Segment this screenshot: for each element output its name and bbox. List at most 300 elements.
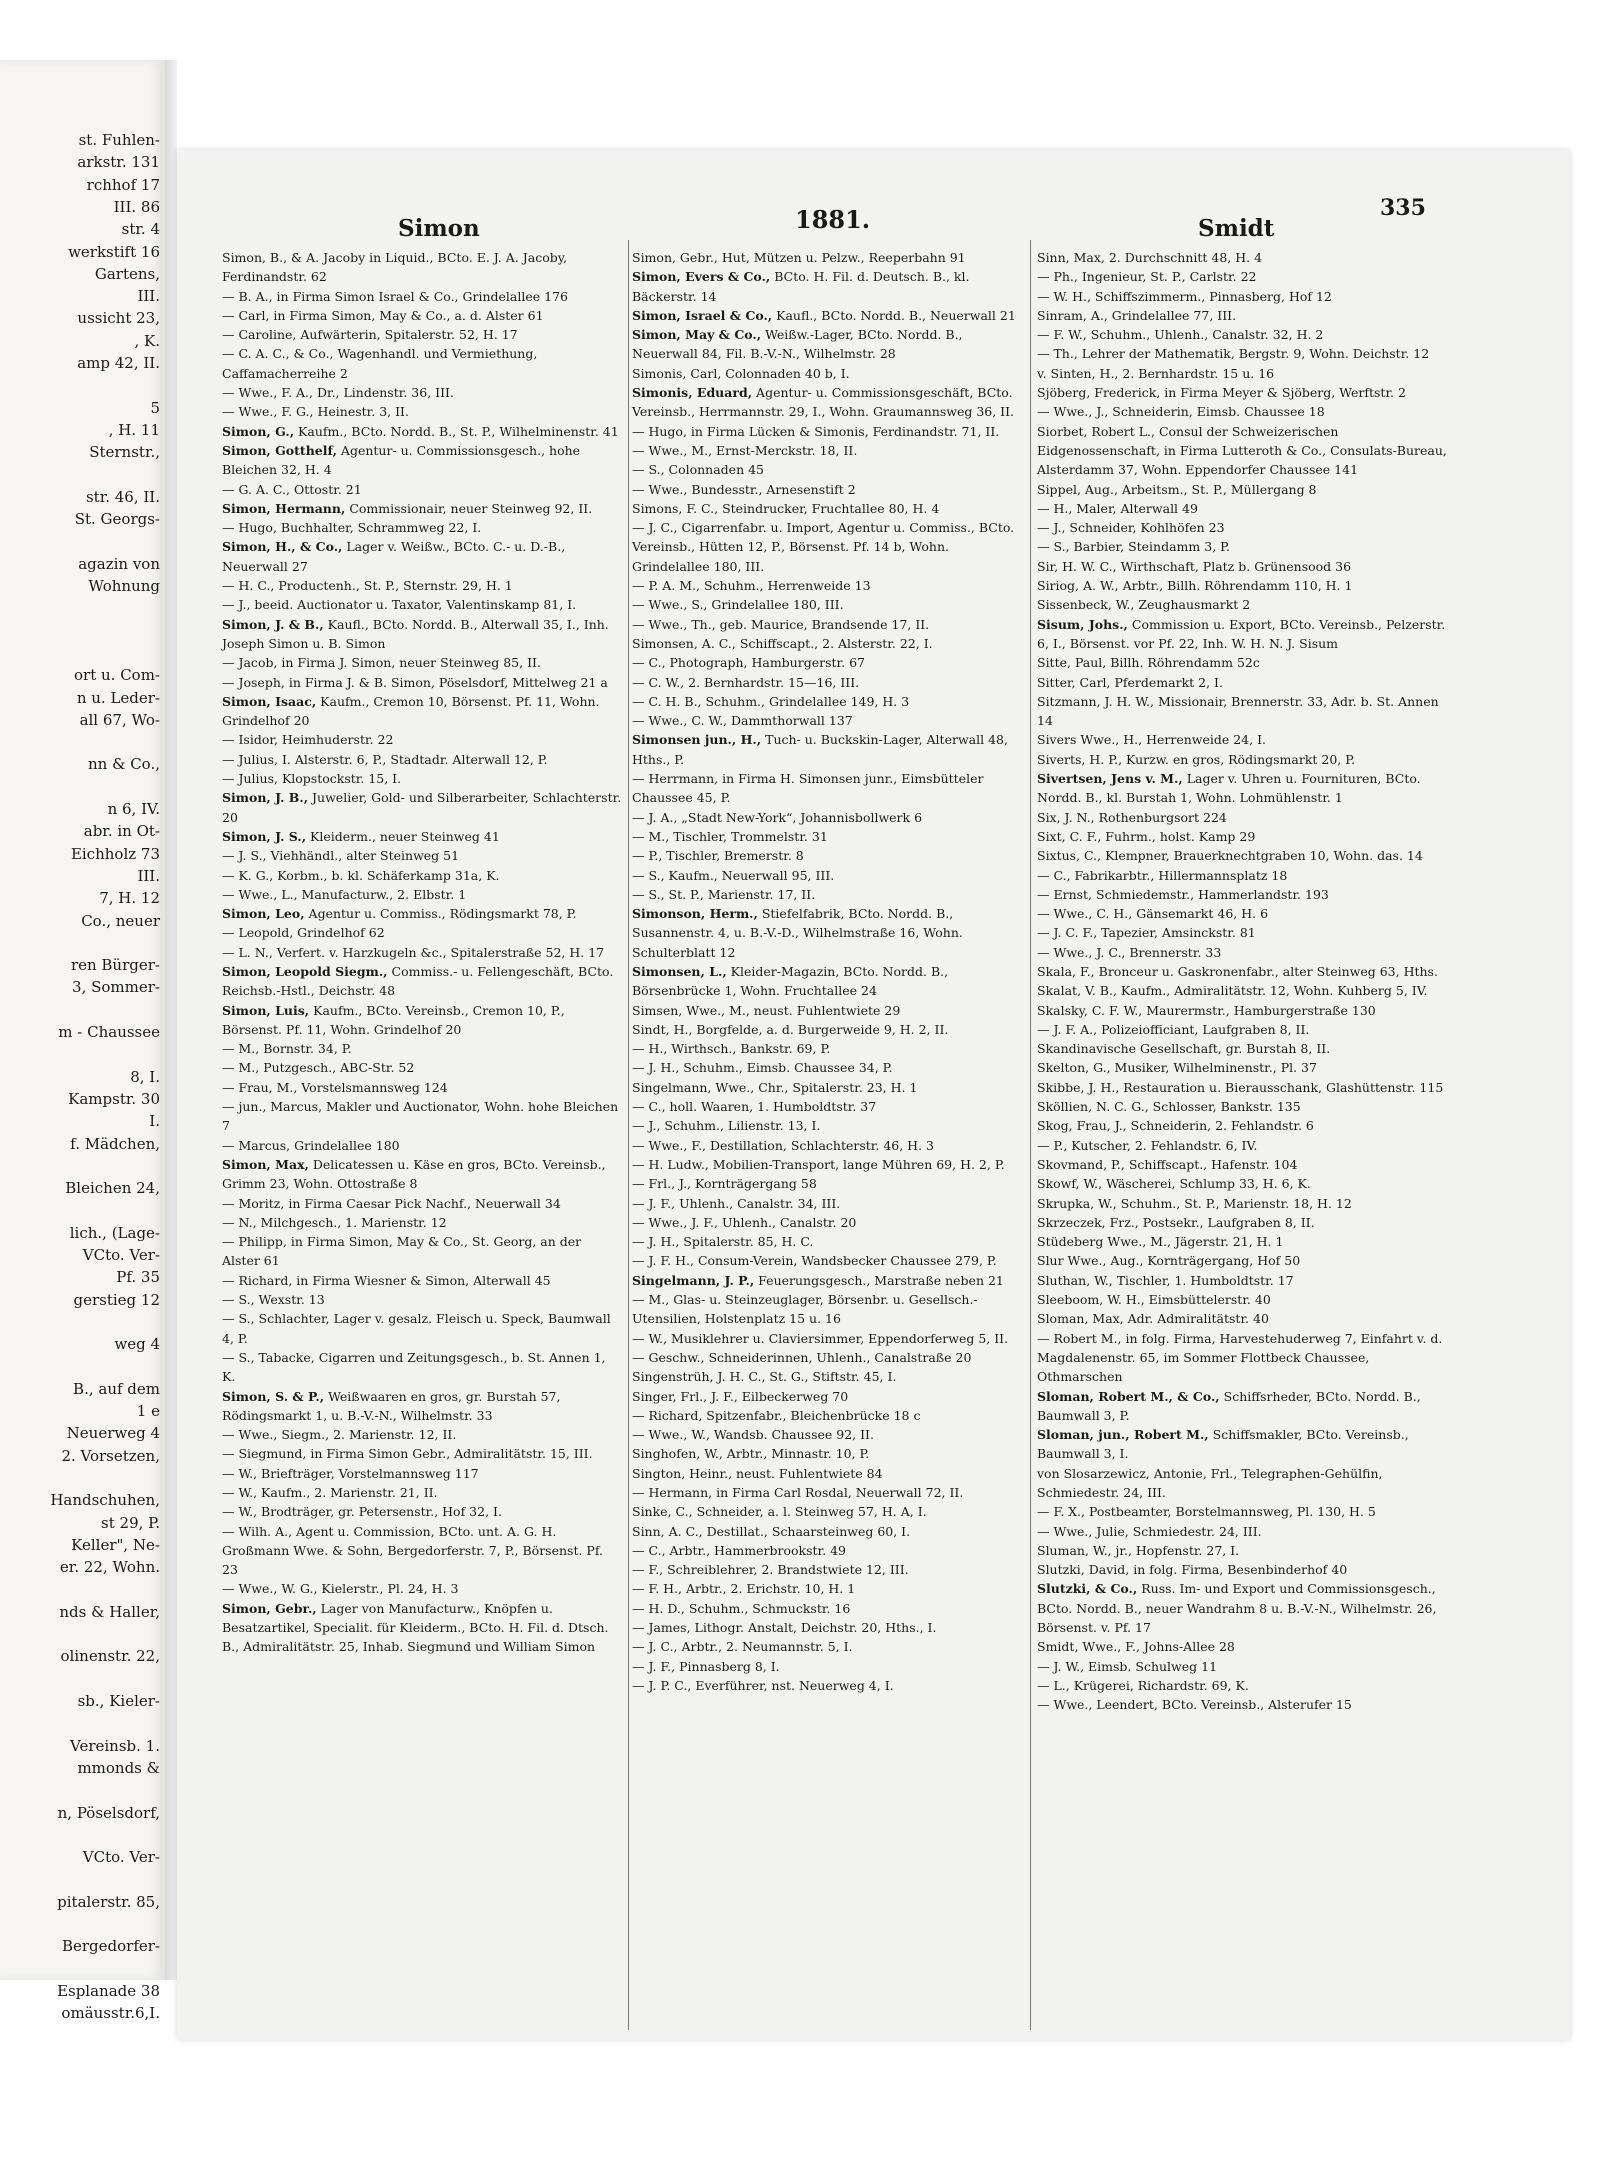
- entry-text: Sindt, H., Borgfelde, a. d. Burgerweide 9, H. 2, II.: [632, 1021, 949, 1037]
- entry-text: Kaufl., BCto. Nordd. B., Alterwall 35, I., Inh. Joseph Simon u. B. Simon: [222, 616, 609, 651]
- directory-entry: [222, 1136, 622, 1155]
- left-page-text-fragment: omäusstr.6,I.: [61, 2004, 160, 2023]
- entry-text: — S., Schlachter, Lager v. gesalz. Fleisch u. Speck, Baumwall 4, P.: [222, 1311, 611, 1346]
- directory-entry: [632, 615, 1024, 634]
- entry-text: Skog, Frau, J., Schneiderin, 2. Fehlandstr. 6: [1037, 1118, 1314, 1134]
- directory-entry: [1037, 904, 1449, 923]
- entry-firm-name: Simon, J. S.,: [222, 828, 307, 844]
- directory-entry: [1037, 750, 1449, 769]
- left-page-text-fragment: Eichholz 73: [70, 844, 160, 863]
- directory-entry: [222, 692, 622, 731]
- directory-entry: [1037, 885, 1449, 904]
- entry-text: — H., Wirthsch., Bankstr. 69, P.: [632, 1041, 831, 1057]
- left-page-text-fragment: gerstieg 12: [73, 1290, 160, 1309]
- left-page-text-fragment: all 67, Wo-: [79, 710, 160, 729]
- directory-entry: [632, 595, 1024, 614]
- entry-firm-name: Simon, Leo,: [222, 906, 305, 922]
- directory-entry: [1037, 402, 1449, 421]
- left-page-text-fragment: ussicht 23,: [77, 309, 160, 328]
- left-page-text-fragment: er. 22, Wohn.: [59, 1558, 160, 1577]
- entry-text: — W., Briefträger, Vorstelmannsweg 117: [222, 1465, 479, 1481]
- entry-text: — J. F., Pinnasberg 8, I.: [632, 1658, 780, 1674]
- left-page-text-fragment: weg 4: [114, 1335, 160, 1354]
- entry-firm-name: Sisum, Johs.,: [1037, 616, 1128, 632]
- directory-entry: [1037, 480, 1449, 499]
- entry-text: Singenstrüh, J. H. C., St. G., Stiftstr. 45, I.: [632, 1369, 897, 1385]
- directory-entry: [222, 1464, 622, 1483]
- directory-entry: [222, 904, 622, 923]
- directory-entry: [222, 1483, 622, 1502]
- entry-text: — C., Photograph, Hamburgerstr. 67: [632, 655, 865, 671]
- entry-firm-name: Simon, J. B.,: [222, 790, 309, 806]
- directory-entry: [632, 634, 1024, 653]
- directory-entry: [1037, 1695, 1449, 1714]
- entry-text: — F. H., Arbtr., 2. Erichstr. 10, H. 1: [632, 1581, 856, 1597]
- directory-entry: [1037, 1213, 1449, 1232]
- entry-text: — Wwe., S., Grindelallee 180, III.: [632, 597, 844, 613]
- directory-entry: [222, 1232, 622, 1271]
- directory-entry: [632, 904, 1024, 962]
- directory-entry: [632, 1078, 1024, 1097]
- directory-entry: [222, 1194, 622, 1213]
- entry-text: Agentur u. Commiss., Rödingsmarkt 78, P.: [304, 906, 577, 922]
- directory-entry: [1037, 1155, 1449, 1174]
- directory-column-1: [222, 248, 622, 2038]
- entry-text: Skibbe, J. H., Restauration u. Bierausschank, Glashüttenstr. 115: [1037, 1079, 1444, 1095]
- directory-entry: [1037, 325, 1449, 344]
- directory-entry: [632, 1541, 1024, 1560]
- directory-entry: [1037, 1271, 1449, 1290]
- entry-firm-name: Simonsen, L.,: [632, 963, 727, 979]
- directory-entry: [1037, 943, 1449, 962]
- entry-text: — Richard, Spitzenfabr., Bleichenbrücke 18 c: [632, 1407, 921, 1423]
- directory-entry: [222, 885, 622, 904]
- directory-entry: [222, 1522, 622, 1580]
- entry-text: — S., Colonnaden 45: [632, 462, 765, 478]
- left-page-text-fragment: 7, H. 12: [99, 889, 160, 908]
- entry-text: Tuch- u. Buckskin-Lager, Alterwall 48, Hths., P.: [632, 732, 1008, 767]
- entry-firm-name: Simon, Max,: [222, 1156, 309, 1172]
- entry-text: — H. D., Schuhm., Schmuckstr. 16: [632, 1600, 851, 1616]
- entry-text: — Carl, in Firma Simon, May & Co., a. d. Alster 61: [222, 307, 544, 323]
- entry-firm-name: Simon, Israel & Co.,: [632, 307, 773, 323]
- directory-entry: [1037, 808, 1449, 827]
- entry-text: — Hugo, Buchhalter, Schrammweg 22, I.: [222, 520, 482, 536]
- entry-firm-name: Simon, S. & P.,: [222, 1388, 325, 1404]
- directory-entry: [632, 1483, 1024, 1502]
- entry-text: Skovmand, P., Schiffscapt., Hafenstr. 104: [1037, 1156, 1298, 1172]
- directory-entry: [222, 422, 622, 441]
- left-page-text-fragment: Handschuhen,: [50, 1491, 160, 1510]
- entry-text: — P., Tischler, Bremerstr. 8: [632, 848, 804, 864]
- directory-entry: [222, 1599, 622, 1657]
- left-page-text-fragment: n 6, IV.: [107, 800, 160, 818]
- directory-entry: [632, 1097, 1024, 1116]
- directory-entry: [632, 364, 1024, 383]
- left-page-text-fragment: agazin von: [78, 554, 160, 573]
- entry-text: — Marcus, Grindelallee 180: [222, 1137, 400, 1153]
- directory-entry: [222, 1444, 622, 1463]
- entry-text: — Philipp, in Firma Simon, May & Co., St. Georg, an der Alster 61: [222, 1234, 582, 1269]
- entry-text: Skalsky, C. F. W., Maurermstr., Hamburgerstraße 130: [1037, 1002, 1376, 1018]
- directory-entry: [632, 1599, 1024, 1618]
- directory-entry: [632, 1406, 1024, 1425]
- directory-entry: [1037, 653, 1449, 672]
- entry-text: Sitter, Carl, Pferdemarkt 2, I.: [1037, 674, 1223, 690]
- entry-text: Skalat, V. B., Kaufm., Admiralitätstr. 12, Wohn. Kuhberg 5, IV.: [1037, 983, 1428, 999]
- entry-text: — W., Brodträger, gr. Petersenstr., Hof 32, I.: [222, 1504, 502, 1520]
- entry-text: — Wwe., L., Manufacturw., 2. Elbstr. 1: [222, 886, 467, 902]
- directory-entry: [632, 827, 1024, 846]
- directory-entry: [222, 1579, 622, 1598]
- directory-entry: [222, 537, 622, 576]
- entry-firm-name: Simon, Isaac,: [222, 693, 317, 709]
- entry-text: Sluthan, W., Tischler, 1. Humboldtstr. 17: [1037, 1272, 1294, 1288]
- directory-entry: [632, 673, 1024, 692]
- entry-text: — Wwe., M., Ernst-Merckstr. 18, II.: [632, 442, 858, 458]
- left-page-text-fragment: str. 4: [121, 220, 160, 239]
- entry-text: — K. G., Korbm., b. kl. Schäferkamp 31a, K.: [222, 867, 500, 883]
- entry-text: — L., Krügerei, Richardstr. 69, K.: [1037, 1677, 1249, 1693]
- directory-entry: [1037, 344, 1449, 363]
- left-page-text-fragment: lich., (Lage-: [69, 1223, 160, 1242]
- entry-firm-name: Sloman, jun., Robert M.,: [1037, 1427, 1209, 1443]
- directory-entry: [632, 1464, 1024, 1483]
- directory-entry: [222, 1290, 622, 1309]
- left-page-fragment: [0, 60, 167, 2023]
- directory-entry: [1037, 267, 1449, 286]
- directory-entry: [632, 1116, 1024, 1135]
- entry-text: — Wilh. A., Agent u. Commission, BCto. unt. A. G. H. Großmann Wwe. & Sohn, Bergedorferstr. 7, P., Börsenst. Pf. 23: [222, 1523, 603, 1578]
- entry-text: Sjöberg, Frederick, in Firma Meyer & Sjöberg, Werftstr. 2: [1037, 385, 1406, 401]
- entry-text: Kaufm., Cremon 10, Börsenst. Pf. 11, Wohn. Grindelhof 20: [222, 693, 600, 729]
- entry-text: — J. F. H., Consum-Verein, Wandsbecker Chaussee 279, P.: [632, 1253, 997, 1269]
- directory-entry: [632, 441, 1024, 460]
- entry-text: Sinn, A. C., Destillat., Schaarsteinweg 60, I.: [632, 1523, 911, 1539]
- entry-text: Stiefelfabrik, BCto. Nordd. B., Susannenstr. 4, u. B.-V.-D., Wilhelmstraße 16, Wohn. Schulterblatt 12: [632, 906, 963, 960]
- entry-text: — B. A., in Firma Simon Israel & Co., Grindelallee 176: [222, 288, 568, 304]
- directory-column-3: [1037, 248, 1449, 2038]
- directory-entry: [632, 808, 1024, 827]
- entry-text: — H. Ludw., Mobilien-Transport, lange Mühren 69, H. 2, P.: [632, 1156, 1005, 1172]
- directory-entry: [632, 306, 1024, 325]
- entry-text: — jun., Marcus, Makler und Auctionator, Wohn. hohe Bleichen 7: [222, 1099, 619, 1134]
- directory-entry: [632, 866, 1024, 885]
- entry-text: — S., Kaufm., Neuerwall 95, III.: [632, 867, 835, 883]
- entry-text: Skala, F., Bronceur u. Gaskronenfabr., alter Steinweg 63, Hths.: [1037, 963, 1438, 979]
- directory-entry: [222, 1271, 622, 1290]
- entry-text: Feuerungsgesch., Marstraße neben 21: [754, 1272, 1004, 1288]
- entry-text: Skrzeczek, Frz., Postsekr., Laufgraben 8, II.: [1037, 1214, 1315, 1230]
- entry-text: Six, J. N., Rothenburgsort 224: [1037, 809, 1227, 825]
- entry-text: Commission u. Export, BCto. Vereinsb., Pelzerstr. 6, I., Börsenst. vor Pf. 22, Inh. W. H. N. J. Sisum: [1037, 616, 1446, 651]
- entry-text: — J. F., Uhlenh., Canalstr. 34, III.: [632, 1195, 841, 1211]
- column-rule: [628, 240, 629, 2030]
- left-page-text-fragment: pitalerstr. 85,: [57, 1892, 160, 1911]
- entry-text: — F., Schreiblehrer, 2. Brandstwiete 12, III.: [632, 1562, 909, 1578]
- directory-entry: [632, 1560, 1024, 1579]
- directory-entry: [222, 1213, 622, 1232]
- entry-text: — C., holl. Waaren, 1. Humboldtstr. 37: [632, 1099, 877, 1115]
- entry-text: Sleeboom, W. H., Eimsbüttelerstr. 40: [1037, 1292, 1271, 1308]
- entry-text: — Hugo, in Firma Lücken & Simonis, Ferdinandstr. 71, II.: [632, 423, 1000, 439]
- left-page-text-fragment: Sternstr.,: [89, 443, 160, 462]
- entry-text: — M., Putzgesch., ABC-Str. 52: [222, 1060, 415, 1076]
- directory-entry: [222, 1097, 622, 1136]
- directory-entry: [632, 885, 1024, 904]
- directory-entry: [632, 692, 1024, 711]
- directory-entry: [222, 1309, 622, 1348]
- entry-text: Singelmann, Wwe., Chr., Spitalerstr. 23, H. 1: [632, 1079, 918, 1095]
- directory-entry: [222, 1387, 622, 1426]
- directory-entry: [222, 615, 622, 654]
- entry-text: — Wwe., Julie, Schmiedestr. 24, III.: [1037, 1523, 1262, 1539]
- left-page-text-fragment: mmonds &: [77, 1758, 160, 1777]
- directory-entry: [1037, 615, 1449, 654]
- entry-firm-name: Simon, Leopold Siegm.,: [222, 963, 388, 979]
- left-page-text-fragment: B., auf dem: [73, 1379, 160, 1398]
- directory-entry: [1037, 1387, 1449, 1426]
- directory-entry: [1037, 1522, 1449, 1541]
- left-page-text-fragment: Esplanade 38: [57, 1981, 160, 2000]
- directory-entry: [222, 827, 622, 846]
- left-page-text-fragment: Gartens,: [94, 264, 160, 283]
- directory-entry: [222, 402, 622, 421]
- entry-text: — J., Schuhm., Lilienstr. 13, I.: [632, 1118, 821, 1134]
- left-page-text-fragment: 8, I.: [130, 1067, 160, 1086]
- directory-entry: [1037, 1251, 1449, 1270]
- directory-entry: [1037, 518, 1449, 537]
- entry-text: — F. W., Schuhm., Uhlenh., Canalstr. 32, H. 2: [1037, 327, 1324, 343]
- left-page-text-fragment: Pf. 35: [116, 1268, 160, 1287]
- entry-text: — S., St. P., Marienstr. 17, II.: [632, 886, 816, 902]
- entry-text: — Wwe., Siegm., 2. Marienstr. 12, II.: [222, 1427, 457, 1443]
- column-rule: [1030, 240, 1031, 2030]
- entry-firm-name: Simon, May & Co.,: [632, 327, 762, 343]
- entry-text: — C. H. B., Schuhm., Grindelallee 149, H. 3: [632, 693, 910, 709]
- entry-text: v. Sinten, H., 2. Bernhardstr. 15 u. 16: [1037, 365, 1275, 381]
- entry-text: — J. A., „Stadt New-York“, Johannisbollwerk 6: [632, 809, 923, 825]
- left-page-text-fragment: sb., Kieler-: [77, 1692, 160, 1710]
- entry-text: Kleiderm., neuer Steinweg 41: [306, 828, 500, 844]
- entry-text: Slur Wwe., Aug., Kornträgergang, Hof 50: [1037, 1253, 1301, 1269]
- entry-text: Kleider-Magazin, BCto. Nordd. B., Börsenbrücke 1, Wohn. Fruchtallee 24: [632, 963, 949, 999]
- entry-text: — L. N., Verfert. v. Harzkugeln &c., Spitalerstraße 52, H. 17: [222, 944, 605, 960]
- directory-entry: [222, 499, 622, 518]
- entry-text: Sluman, W., jr., Hopfenstr. 27, I.: [1037, 1542, 1240, 1558]
- page-number: 335: [1380, 195, 1426, 221]
- directory-entry: [222, 923, 622, 942]
- entry-firm-name: Simon, J. & B.,: [222, 616, 324, 632]
- entry-text: Sloman, Max, Adr. Admiralitätstr. 40: [1037, 1311, 1269, 1327]
- entry-text: — C. A. C., & Co., Wagenhandl. und Vermiethung, Caffamacherreihe 2: [222, 346, 538, 381]
- directory-entry: [1037, 1194, 1449, 1213]
- entry-text: — Wwe., Th., geb. Maurice, Brandsende 17, II.: [632, 616, 930, 632]
- entry-text: — J. C. F., Tapezier, Amsinckstr. 81: [1037, 925, 1256, 941]
- directory-entry: [632, 1657, 1024, 1676]
- directory-entry: [222, 595, 622, 614]
- entry-text: von Slosarzewicz, Antonie, Frl., Telegraphen-Gehülfin, Schmiedestr. 24, III.: [1037, 1465, 1383, 1500]
- entry-text: — Julius, Klopstockstr. 15, I.: [222, 771, 402, 787]
- entry-text: Russ. Im- und Export und Commissionsgesch., BCto. Nordd. B., neuer Wandrahm 8 u. B.-V.-N., Wilhelmstr. 26, Börsenst. v. Pf. 17: [1037, 1581, 1437, 1636]
- directory-entry: [1037, 1116, 1449, 1135]
- entry-text: Lager v. Uhren u. Fournituren, BCto. Nordd. B., kl. Burstah 1, Wohn. Lohmühlenstr. 1: [1037, 771, 1421, 806]
- page-year: 1881.: [795, 205, 871, 234]
- directory-column-2: [632, 248, 1024, 2038]
- entry-text: Skowf, W., Wäscherei, Schlump 33, H. 6, K.: [1037, 1176, 1311, 1192]
- directory-entry: [632, 1039, 1024, 1058]
- entry-text: Slutzki, David, in folg. Firma, Besenbinderhof 40: [1037, 1562, 1348, 1578]
- entry-text: Stüdeberg Wwe., M., Jägerstr. 21, H. 1: [1037, 1234, 1284, 1250]
- directory-entry: [632, 769, 1024, 808]
- directory-entry: [1037, 1502, 1449, 1521]
- entry-text: — J., beeid. Auctionator u. Taxator, Valentinskamp 81, I.: [222, 597, 577, 613]
- entry-text: Sixt, C. F., Fuhrm., holst. Kamp 29: [1037, 828, 1256, 844]
- running-head-right: Smidt: [1198, 215, 1275, 242]
- entry-text: — Wwe., F. A., Dr., Lindenstr. 36, III.: [222, 385, 454, 401]
- entry-text: — J. C., Arbtr., 2. Neumannstr. 5, I.: [632, 1639, 853, 1655]
- entry-text: — J. W., Eimsb. Schulweg 11: [1037, 1658, 1218, 1674]
- entry-text: Commiss.- u. Fellengeschäft, BCto. Reichsb.-Hstl., Deichstr. 48: [222, 963, 614, 999]
- entry-text: — Wwe., C. H., Gänsemarkt 46, H. 6: [1037, 906, 1269, 922]
- entry-text: Siriog, A. W., Arbtr., Billh. Röhrendamm 110, H. 1: [1037, 578, 1353, 594]
- entry-text: Weißw.-Lager, BCto. Nordd. B., Neuerwall 84, Fil. B.-V.-N., Wilhelmstr. 28: [632, 327, 963, 362]
- entry-text: Simonsen, A. C., Schiffscapt., 2. Alsterstr. 22, I.: [632, 635, 933, 651]
- entry-text: — N., Milchgesch., 1. Marienstr. 12: [222, 1214, 447, 1230]
- entry-text: — G. A. C., Ottostr. 21: [222, 481, 362, 497]
- entry-text: Sippel, Aug., Arbeitsm., St. P., Müllergang 8: [1037, 481, 1317, 497]
- entry-text: — Moritz, in Firma Caesar Pick Nachf., Neuerwall 34: [222, 1195, 561, 1211]
- entry-firm-name: Simon, Luis,: [222, 1002, 310, 1018]
- left-page-text-fragment: I.: [149, 1112, 160, 1131]
- left-page-text-fragment: Wohnung: [88, 577, 160, 595]
- left-page-text-fragment: n u. Leder-: [76, 688, 160, 707]
- directory-entry: [222, 962, 622, 1001]
- directory-entry: [1037, 769, 1449, 808]
- directory-entry: [1037, 1020, 1449, 1039]
- directory-entry: [1037, 827, 1449, 846]
- directory-entry: [632, 460, 1024, 479]
- directory-entry: [632, 1174, 1024, 1193]
- directory-entry: [632, 846, 1024, 865]
- entry-text: — Wwe., F. G., Heinestr. 3, II.: [222, 404, 409, 420]
- left-page-text-fragment: werkstift 16: [68, 242, 160, 261]
- left-page-text-fragment: Neuerweg 4: [66, 1424, 160, 1443]
- left-page-text-fragment: abr. in Ot-: [83, 822, 160, 841]
- directory-entry: [1037, 1309, 1449, 1328]
- entry-text: — J. H., Spitalerstr. 85, H. C.: [632, 1234, 814, 1250]
- directory-entry: [632, 711, 1024, 730]
- entry-text: BCto. H. Fil. d. Deutsch. B., kl. Bäckerstr. 14: [632, 269, 970, 304]
- entry-text: Siverts, H. P., Kurzw. en gros, Rödingsmarkt 20, P.: [1037, 751, 1356, 767]
- left-page-text-fragment: 2. Vorsetzen,: [61, 1446, 160, 1465]
- entry-text: Kaufm., BCto. Vereinsb., Cremon 10, P., Börsenst. Pf. 11, Wohn. Grindelhof 20: [222, 1002, 565, 1037]
- directory-entry: [222, 1058, 622, 1077]
- left-page-text-fragment: nds & Haller,: [59, 1602, 160, 1621]
- directory-entry: [632, 1155, 1024, 1174]
- entry-text: — Wwe., J. C., Brennerstr. 33: [1037, 944, 1222, 960]
- directory-entry: [222, 769, 622, 788]
- entry-text: — Ernst, Schmiedemstr., Hammerlandstr. 193: [1037, 886, 1329, 902]
- directory-entry: [1037, 364, 1449, 383]
- entry-text: Kaufm., BCto. Nordd. B., St. P., Wilhelminenstr. 41: [294, 423, 619, 439]
- directory-entry: [222, 1039, 622, 1058]
- left-page-text-fragment: VCto. Ver-: [82, 1246, 160, 1264]
- directory-entry: [222, 866, 622, 885]
- entry-firm-name: Simonis, Eduard,: [632, 385, 753, 401]
- entry-text: — Richard, in Firma Wiesner & Simon, Alterwall 45: [222, 1272, 551, 1288]
- directory-entry: [1037, 499, 1449, 518]
- directory-entry: [632, 1348, 1024, 1367]
- left-page-text-fragment: m - Chaussee: [58, 1023, 160, 1041]
- entry-text: Siorbet, Robert L., Consul der Schweizerischen Eidgenossenschaft, in Firma Lutteroth & Co., Consulats-Bureau, Alsterdamm 37, Wohn. Eppendorfer Chaussee 141: [1037, 423, 1447, 478]
- entry-text: — Isidor, Heimhuderstr. 22: [222, 732, 394, 748]
- left-page-text-fragment: olinenstr. 22,: [60, 1647, 160, 1666]
- entry-text: — S., Barbier, Steindamm 3, P.: [1037, 539, 1230, 555]
- directory-entry: [632, 383, 1024, 422]
- left-page-text-fragment: , K.: [134, 331, 160, 350]
- directory-entry: [222, 750, 622, 769]
- directory-entry: [222, 1502, 622, 1521]
- entry-text: — H., Maler, Alterwall 49: [1037, 500, 1198, 516]
- entry-text: — Frau, M., Vorstelsmannsweg 124: [222, 1079, 448, 1095]
- directory-entry: [632, 1271, 1024, 1290]
- entry-text: — Wwe., W., Wandsb. Chaussee 92, II.: [632, 1427, 874, 1443]
- entry-text: — J., Schneider, Kohlhöfen 23: [1037, 520, 1225, 536]
- entry-text: — J. F. A., Polizeiofficiant, Laufgraben 8, II.: [1037, 1021, 1310, 1037]
- directory-entry: [1037, 1329, 1449, 1387]
- entry-text: Simons, F. C., Steindrucker, Fruchtallee 80, H. 4: [632, 500, 940, 516]
- directory-entry: [632, 1251, 1024, 1270]
- directory-entry: [222, 1155, 622, 1194]
- entry-text: — Julius, I. Alsterstr. 6, P., Stadtadr. Alterwall 12, P.: [222, 751, 548, 767]
- left-page-text-fragment: St. Georgs-: [74, 510, 160, 529]
- directory-entry: [1037, 1560, 1449, 1579]
- directory-entry: [632, 518, 1024, 576]
- entry-text: — Wwe., W. G., Kielerstr., Pl. 24, H. 3: [222, 1581, 459, 1597]
- entry-text: — M., Tischler, Trommelstr. 31: [632, 828, 828, 844]
- directory-entry: [632, 962, 1024, 1001]
- left-page-text-fragment: VCto. Ver-: [82, 1848, 160, 1867]
- entry-text: Sköllien, N. C. G., Schlosser, Bankstr. 135: [1037, 1099, 1301, 1115]
- entry-text: Sixtus, C., Klempner, Brauerknechtgraben 10, Wohn. das. 14: [1037, 848, 1423, 864]
- directory-entry: [222, 306, 622, 325]
- left-page-text-fragment: III. 86: [113, 197, 160, 216]
- left-page-text-fragment: Bleichen 24,: [65, 1179, 160, 1198]
- entry-text: — C. W., 2. Bernhardstr. 15—16, III.: [632, 674, 860, 690]
- directory-entry: [632, 325, 1024, 364]
- directory-entry: [1037, 595, 1449, 614]
- directory-entry: [222, 441, 622, 480]
- entry-firm-name: Simon, Hermann,: [222, 500, 346, 516]
- directory-entry: [632, 1213, 1024, 1232]
- entry-text: Kaufl., BCto. Nordd. B., Neuerwall 21: [772, 307, 1016, 323]
- entry-firm-name: Simon, Gotthelf,: [222, 442, 337, 458]
- entry-text: — M., Glas- u. Steinzeuglager, Börsenbr. u. Gesellsch.-Utensilien, Holstenplatz 15 u. 16: [632, 1292, 978, 1327]
- entry-text: — W., Musiklehrer u. Claviersimmer, Eppendorferweg 5, II.: [632, 1330, 1009, 1346]
- directory-entry: [222, 576, 622, 595]
- entry-text: — H. C., Productenh., St. P., Sternstr. 29, H. 1: [222, 578, 513, 594]
- entry-text: Skelton, G., Musiker, Wilhelminenstr., Pl. 37: [1037, 1060, 1317, 1076]
- entry-text: — Herrmann, in Firma H. Simonsen junr., Eimsbütteler Chaussee 45, P.: [632, 771, 984, 806]
- directory-entry: [1037, 1232, 1449, 1251]
- directory-entry: [1037, 248, 1449, 267]
- entry-text: Delicatessen u. Käse en gros, BCto. Vereinsb., Grimm 23, Wohn. Ottostraße 8: [222, 1156, 606, 1192]
- left-page-text-fragment: Keller", Ne-: [71, 1535, 160, 1554]
- entry-text: Commissionair, neuer Steinweg 92, II.: [345, 500, 593, 516]
- entry-text: — Wwe., J., Schneiderin, Eimsb. Chaussee 18: [1037, 404, 1325, 420]
- left-page-text-fragment: str. 46, II.: [85, 487, 160, 506]
